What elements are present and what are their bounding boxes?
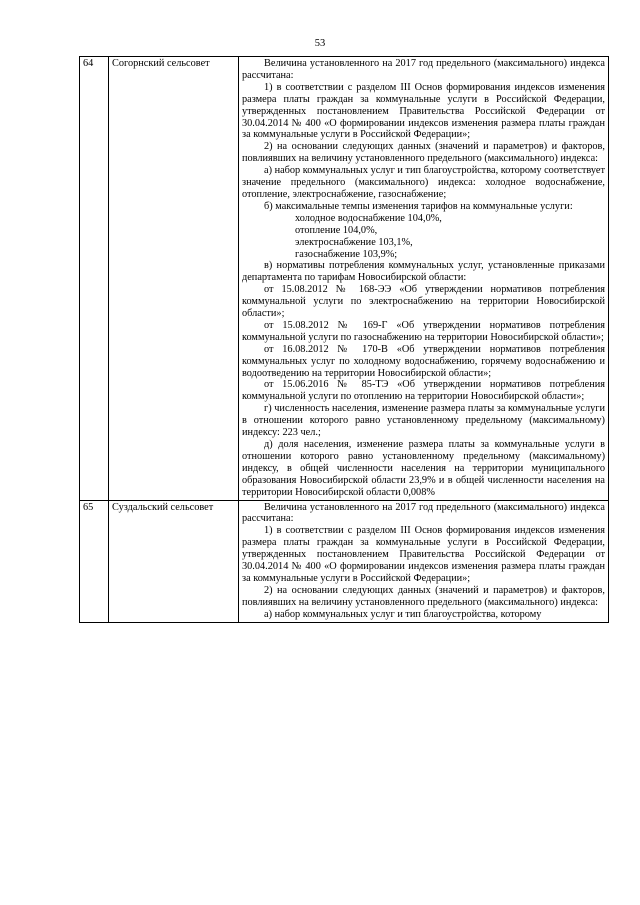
paragraph: г) численность населения, изменение размера платы за коммунальные услуги в отношении которого равно установленному предельному (максимальному) индексу: 223 чел.;	[242, 403, 605, 439]
paragraph: а) набор коммунальных услуг и тип благоустройства, которому	[264, 608, 542, 620]
paragraph: от 16.08.2012 № 170-В «Об утверждении нормативов потребления коммунальных услуг по холодному водоснабжению, горячему водоснабжению и водоотведению на территории Новосибирской области»;	[242, 343, 605, 379]
paragraph: б) максимальные темпы изменения тарифов на коммунальные услуги:	[264, 200, 573, 212]
paragraph: 2) на основании следующих данных (значений и параметров) и факторов, повлиявших на величину установленного предельного (максимального) индекса:	[242, 141, 605, 165]
paragraph: от 15.06.2016 № 85-ТЭ «Об утверждении нормативов потребления коммунальной услуги по отоплению на территории Новосибирской области»;	[242, 379, 605, 403]
municipality-name: Согорнский сельсовет	[109, 57, 239, 501]
tariff-item: холодное водоснабжение 104,0%,	[295, 212, 442, 224]
paragraph: 2) на основании следующих данных (значений и параметров) и факторов, повлиявших на величину установленного предельного (максимального) индекса:	[242, 584, 605, 608]
paragraph: Величина установленного на 2017 год предельного (максимального) индекса рассчитана:	[242, 58, 605, 81]
paragraph: д) доля населения, изменение размера платы за коммунальные услуги в отношении которого равно установленному предельному (максимальному) индексу, в общей численности населения на территории муниципального образования Новосибирской области 23,9% и в общей численности населения на территории Новосибирской области 0,008%	[242, 439, 605, 498]
row-number: 64	[80, 57, 109, 501]
paragraph: от 15.08.2012 № 169-Г «Об утверждении нормативов потребления коммунальной услуги по газоснабжению на территории Новосибирской области»;	[242, 319, 605, 343]
page-number: 53	[314, 38, 326, 49]
index-description	[239, 57, 609, 501]
row-number: 65	[80, 500, 109, 622]
paragraph: 1) в соответствии с разделом III Основ формирования индексов изменения размера платы граждан за коммунальные услуги в Российской Федерации, утвержденных постановлением Правительства Российской Федерации от 30.04.2014 № 400 «О формировании индексов изменения размера платы граждан за коммунальные услуги в Российской Федерации»;	[242, 81, 605, 141]
municipality-name: Суздальский сельсовет	[109, 500, 239, 622]
paragraph: в) нормативы потребления коммунальных услуг, установленные приказами департамента по тарифам Новосибирской области:	[242, 260, 605, 284]
tariff-item: отопление 104,0%,	[295, 224, 378, 236]
tariff-item: электроснабжение 103,1%,	[295, 236, 413, 248]
paragraph: а) набор коммунальных услуг и тип благоустройства, которому соответствует значение предельного (максимального) индекса: холодное водоснабжение, отопление, электроснабжение, газоснабжение;	[242, 165, 605, 200]
paragraph: Величина установленного на 2017 год предельного (максимального) индекса рассчитана:	[242, 501, 605, 525]
tariff-item: газоснабжение 103,9%;	[295, 248, 398, 260]
index-table	[79, 56, 609, 623]
paragraph: от 15.08.2012 № 168-ЭЭ «Об утверждении нормативов потребления коммунальной услуги по электроснабжению на территории Новосибирской области»;	[242, 284, 605, 320]
paragraph: 1) в соответствии с разделом III Основ формирования индексов изменения размера платы граждан за коммунальные услуги в Российской Федерации, утвержденных постановлением Правительства Российской Федерации от 30.04.2014 № 400 «О формировании индексов изменения размера платы граждан за коммунальные услуги в Российской Федерации»;	[242, 525, 605, 584]
table-row	[80, 57, 609, 501]
table-row	[80, 500, 609, 622]
index-description	[239, 500, 609, 622]
